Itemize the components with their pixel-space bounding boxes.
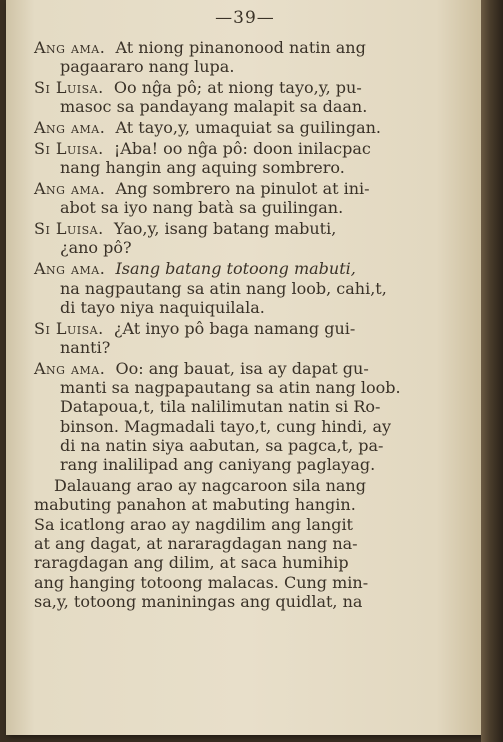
dialogue-paragraph: [34, 78, 466, 117]
dialogue-line-italic: Isang batang totoong mabuti,: [115, 259, 356, 279]
dialogue-line: pagaararo nang lupa.: [60, 57, 235, 77]
dialogue-line: rang inalilipad ang caniyang paglayag.: [60, 455, 376, 475]
speaker-label: Si Luisa.: [34, 138, 104, 158]
narrative-line: at ang dagat, at nararagdagan nang na-: [34, 533, 358, 553]
dialogue-line: Oo: ang bauat, isa ay dapat gu-: [115, 358, 369, 378]
dialogue-paragraph: [34, 38, 466, 77]
speaker-label: Ang ama.: [34, 118, 106, 138]
dialogue-line: ¿ano pô?: [60, 238, 132, 258]
speaker-label: Si Luisa.: [34, 78, 104, 98]
book-spine: [481, 0, 503, 742]
book-page: [6, 0, 484, 735]
dialogue-line: Ang sombrero na pinulot at ini-: [115, 179, 370, 199]
dialogue-line: Datapoua,t, tila nalilimutan natin si Ro-: [60, 397, 381, 417]
speaker-label: Ang ama.: [34, 358, 106, 378]
dialogue-line: abot sa iyo nang batà sa guilingan.: [60, 198, 344, 218]
speaker-label: Ang ama.: [34, 179, 106, 199]
dialogue-paragraph: [34, 319, 466, 358]
speaker-label: Ang ama.: [34, 259, 106, 279]
dialogue-paragraph: [34, 179, 466, 218]
narrative-line: Sa icatlong arao ay nagdilim ang langit: [34, 514, 353, 534]
page-number: —39—: [215, 8, 275, 28]
dialogue-paragraph: [34, 139, 466, 178]
narrative-line: Dalauang arao ay nagcaroon sila nang: [54, 476, 366, 496]
dialogue-paragraph: [34, 118, 466, 137]
dialogue-paragraph: [34, 219, 466, 258]
dialogue-line: masoc sa pandayang malapit sa daan.: [60, 97, 368, 117]
page-text: [34, 38, 466, 613]
dialogue-line: ¿At inyo pô baga namang gui-: [113, 318, 356, 338]
narrative-line: mabuting panahon at mabuting hangin.: [34, 495, 356, 515]
narrative-line: sa,y, totoong maniningas ang quidlat, na: [34, 591, 363, 611]
narrative-line: raragdagan ang dilim, at saca humihip: [34, 553, 349, 573]
dialogue-line: Yao,y, isang batang mabuti,: [113, 219, 337, 239]
speaker-label: Si Luisa.: [34, 318, 104, 338]
dialogue-line: di na natin siya aabutan, sa pagca,t, pa-: [60, 435, 384, 455]
speaker-label: Si Luisa.: [34, 219, 104, 239]
dialogue-line: ¡Aba! oo nĝa pô: doon inilacpac: [113, 138, 371, 158]
speaker-label: Ang ama.: [34, 38, 106, 57]
dialogue-line: di tayo niya naquiquilala.: [60, 297, 265, 317]
dialogue-paragraph: [34, 259, 466, 317]
dialogue-line: manti sa nagpapautang sa atin nang loob.: [60, 378, 401, 398]
dialogue-line: Oo nĝa pô; at niong tayo,y, pu-: [113, 78, 362, 98]
narrative-line: ang hanging totoong malacas. Cung min-: [34, 572, 369, 592]
dialogue-line: nanti?: [60, 337, 111, 357]
dialogue-line: na nagpautang sa atin nang loob, cahi,t,: [60, 278, 387, 298]
dialogue-line: nang hangin ang aquing sombrero.: [60, 158, 345, 178]
narrative-paragraph: [34, 476, 466, 611]
dialogue-line: binson. Magmadali tayo,t, cung hindi, ay: [60, 416, 392, 436]
dialogue-line: At niong pinanonood natin ang: [115, 38, 366, 57]
dialogue-paragraph: [34, 359, 466, 475]
dialogue-line: At tayo,y, umaquiat sa guilingan.: [115, 118, 382, 138]
